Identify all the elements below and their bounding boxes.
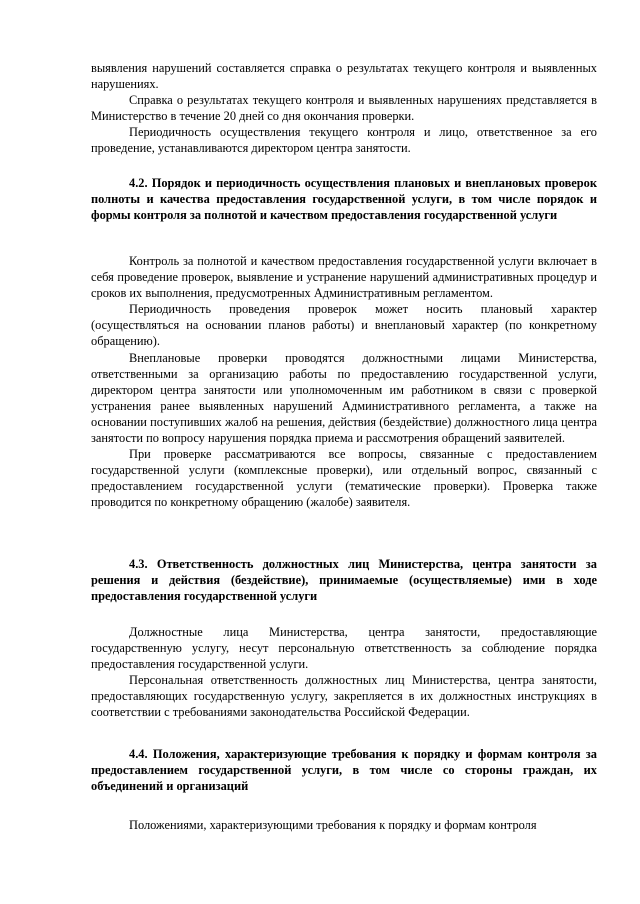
paragraph-report-submission: Справка о результатах текущего контроля и выявленных нарушениях представляется в Министерство в течение 20 дней со дня окончания проверки. (91, 93, 597, 124)
paragraph-inspection-periodicity: Периодичность проведения проверок может носить плановый характер (осуществляться на основании планов работы) и внеплановый характер (по конкретному обращению). (91, 302, 597, 349)
section-4-3-body (91, 624, 597, 721)
paragraph-personal-responsibility: Персональная ответственность должностных лиц Министерства, центра занятости, предоставляющих государственную услугу, закрепляется в их должностных инструкциях в соответствии с требованиями законодательства Российской Федерации. (91, 673, 597, 720)
section-4-4-heading-block (91, 746, 597, 794)
section-heading-4-3: 4.3. Ответственность должностных лиц Министерства, центра занятости за решения и действия (бездействие), принимаемые (осуществляемые) ими в ходе предоставления государственной услуги (91, 557, 597, 604)
paragraph-report-preparation: выявления нарушений составляется справка о результатах текущего контроля и выявленных нарушениях. (91, 61, 597, 92)
paragraph-officials-responsibility: Должностные лица Министерства, центра занятости, предоставляющие государственную услугу, несут персональную ответственность за соблюдение порядка предоставления государственной услуги. (91, 625, 597, 672)
section-heading-4-2: 4.2. Порядок и периодичность осуществления плановых и внеплановых проверок полноты и качества предоставления государственной услуги, в том числе порядок и формы контроля за полнотой и качеством предоставления государственной услуги (91, 176, 597, 223)
section-4-2-heading-block (91, 175, 597, 223)
paragraph-inspection-scope: При проверке рассматриваются все вопросы, связанные с предоставлением государственной услуги (комплексные проверки), или отдельный вопрос, связанный с предоставлением государственной услуги (тематические проверки). Проверка также проводится по конкретному обращению (жалобе) заявителя. (91, 447, 597, 510)
paragraph-control-periodicity: Периодичность осуществления текущего контроля и лицо, ответственное за его проведение, устанавливаются директором центра занятости. (91, 125, 597, 156)
paragraph-unscheduled-inspections: Внеплановые проверки проводятся должностными лицами Министерства, ответственными за организацию работы по предоставлению государственной услуги, директором центра занятости или уполномоченным им работником в связи с проверкой устранения ранее выявленных нарушений Административного регламента, а также на основании поступивших жалоб на решения, действия (бездействие) должностного лица центра занятости по вопросу нарушения порядка приема и рассмотрения обращений заявителей. (91, 350, 597, 446)
section-4-1-tail (91, 60, 597, 157)
section-4-3-heading-block (91, 556, 597, 604)
section-heading-4-4: 4.4. Положения, характеризующие требования к порядку и формам контроля за предоставлением государственной услуги, в том числе со стороны граждан, их объединений и организаций (91, 747, 597, 794)
paragraph-quality-control: Контроль за полнотой и качеством предоставления государственной услуги включает в себя проведение проверок, выявление и устранение нарушений административных процедур и сроков их выполнения, предусмотренных Административным регламентом. (91, 254, 597, 301)
paragraph-control-requirements: Положениями, характеризующими требования к порядку и формам контроля (129, 818, 537, 832)
section-4-2-body (91, 253, 597, 511)
section-4-4-body (91, 817, 597, 833)
